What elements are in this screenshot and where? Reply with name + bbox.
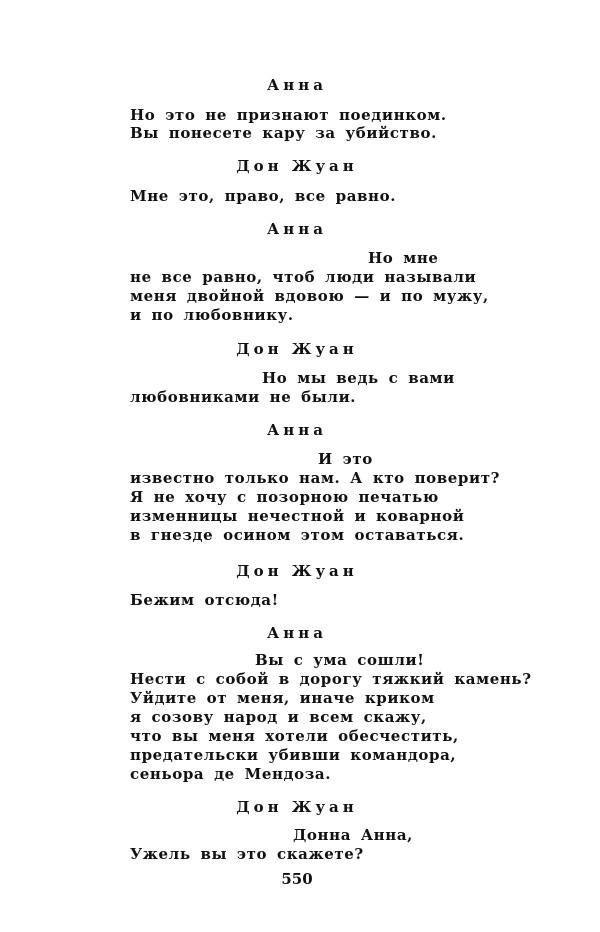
speaker-heading: Дон Жуан	[236, 562, 358, 580]
verse-line: Ужель вы это скажете?	[130, 845, 364, 863]
verse-line: Но это не признают поединком.	[130, 106, 447, 124]
verse-line: сеньора де Мендоза.	[130, 765, 332, 783]
verse-line: Вы с ума сошли!	[255, 651, 425, 669]
speaker-heading: Анна	[267, 624, 327, 642]
verse-line: Но мы ведь с вами	[262, 369, 455, 387]
verse-line: в гнезде осином этом оставаться.	[130, 526, 465, 544]
speaker-heading: Дон Жуан	[236, 157, 358, 175]
speaker-heading: Анна	[267, 421, 327, 439]
verse-line: я созову народ и всем скажу,	[130, 708, 427, 726]
speaker-heading: Анна	[267, 76, 327, 94]
verse-line: известно только нам. А кто поверит?	[130, 469, 501, 487]
verse-line: Нести с собой в дорогу тяжкий камень?	[130, 670, 532, 688]
speaker-heading: Дон Жуан	[236, 340, 358, 358]
verse-line: Уйдите от меня, иначе криком	[130, 689, 435, 707]
verse-line: меня двойной вдовою — и по мужу,	[130, 287, 489, 305]
verse-line: Донна Анна,	[293, 826, 413, 844]
verse-line: Вы понесете кару за убийство.	[130, 124, 437, 142]
verse-line: изменницы нечестной и коварной	[130, 507, 465, 525]
verse-line: Я не хочу с позорною печатью	[130, 488, 439, 506]
verse-line: что вы меня хотели обесчестить,	[130, 727, 459, 745]
verse-line: И это	[318, 450, 373, 468]
verse-line: предательски убивши командора,	[130, 746, 457, 764]
verse-line: Мне это, право, все равно.	[130, 187, 397, 205]
verse-line: Бежим отсюда!	[130, 591, 279, 609]
speaker-heading: Анна	[267, 220, 327, 238]
verse-line: и по любовнику.	[130, 306, 294, 324]
verse-line: Но мне	[368, 249, 439, 267]
verse-line: не все равно, чтоб люди называли	[130, 268, 477, 286]
verse-line: любовниками не были.	[130, 388, 357, 406]
speaker-heading: Дон Жуан	[236, 798, 358, 816]
page-number: 550	[281, 870, 313, 888]
